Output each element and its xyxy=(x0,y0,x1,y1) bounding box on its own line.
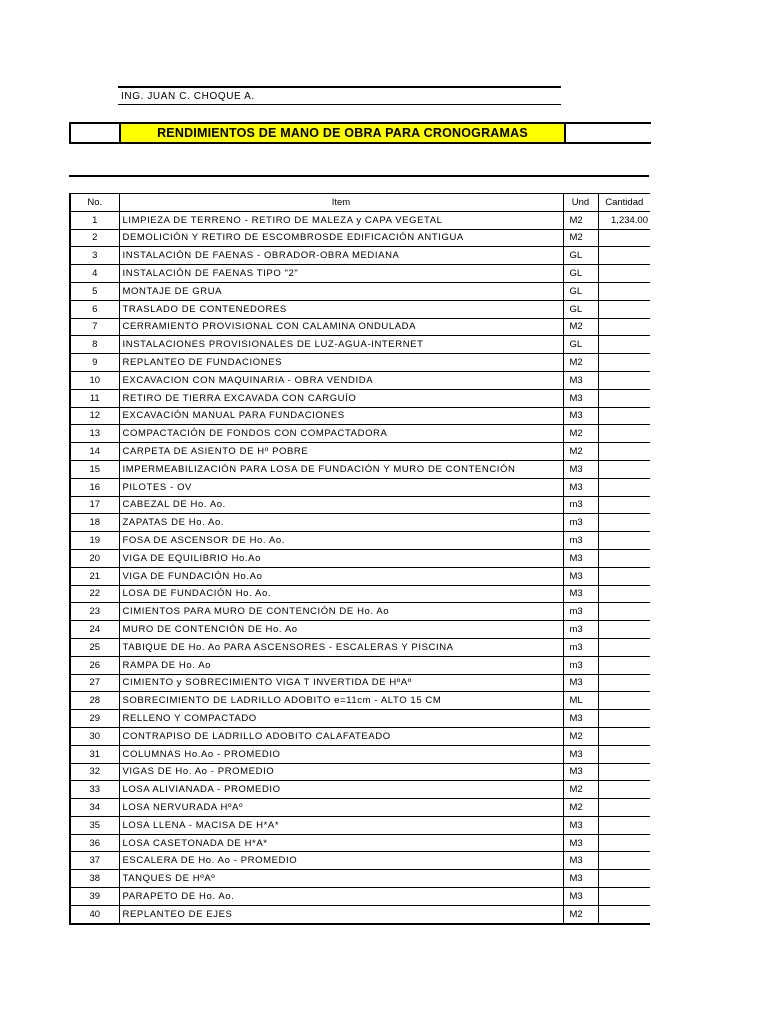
row-unit: M2 xyxy=(563,781,598,799)
row-quantity xyxy=(598,656,650,674)
row-quantity xyxy=(598,603,650,621)
col-header-cantidad: Cantidad xyxy=(598,194,650,212)
table-row xyxy=(70,781,650,799)
col-header-und: Und xyxy=(563,194,598,212)
table-row xyxy=(70,514,650,532)
table-row xyxy=(70,229,650,247)
row-item: RELLENO Y COMPACTADO xyxy=(119,710,563,728)
table-row xyxy=(70,407,650,425)
row-unit: M3 xyxy=(563,585,598,603)
tasks-table xyxy=(69,193,650,925)
table-row xyxy=(70,603,650,621)
row-unit: M2 xyxy=(563,443,598,461)
row-unit: M3 xyxy=(563,834,598,852)
row-item: CIMIENTOS PARA MURO DE CONTENCIÓN DE Ho. Ao xyxy=(119,603,563,621)
row-item: IMPERMEABILIZACIÓN PARA LOSA DE FUNDACIÓN Y MURO DE CONTENCIÓN xyxy=(119,460,563,478)
row-number: 4 xyxy=(70,265,119,283)
table-header-row xyxy=(70,194,650,212)
table-row xyxy=(70,371,650,389)
row-number: 15 xyxy=(70,460,119,478)
row-unit: M3 xyxy=(563,389,598,407)
row-quantity xyxy=(598,265,650,283)
row-item: RETIRO DE TIERRA EXCAVADA CON CARGUÍO xyxy=(119,389,563,407)
table-row xyxy=(70,549,650,567)
table-row xyxy=(70,478,650,496)
row-unit: M3 xyxy=(563,763,598,781)
row-unit: M3 xyxy=(563,745,598,763)
row-item: EXCAVACION CON MAQUINARIA - OBRA VENDIDA xyxy=(119,371,563,389)
row-number: 17 xyxy=(70,496,119,514)
row-quantity xyxy=(598,389,650,407)
table-row xyxy=(70,496,650,514)
row-number: 40 xyxy=(70,905,119,923)
row-quantity xyxy=(598,888,650,906)
row-number: 3 xyxy=(70,247,119,265)
row-quantity xyxy=(598,282,650,300)
row-unit: GL xyxy=(563,282,598,300)
table-row xyxy=(70,336,650,354)
row-unit: M3 xyxy=(563,567,598,585)
row-quantity xyxy=(598,336,650,354)
row-unit: M2 xyxy=(563,799,598,817)
row-item: LOSA DE FUNDACIÓN Ho. Ao. xyxy=(119,585,563,603)
row-unit: M3 xyxy=(563,710,598,728)
row-item: LOSA CASETONADA DE H*A* xyxy=(119,834,563,852)
row-item: FOSA DE ASCENSOR DE Ho. Ao. xyxy=(119,532,563,550)
row-number: 36 xyxy=(70,834,119,852)
row-number: 20 xyxy=(70,549,119,567)
row-unit: GL xyxy=(563,300,598,318)
table-row xyxy=(70,888,650,906)
row-number: 19 xyxy=(70,532,119,550)
row-number: 31 xyxy=(70,745,119,763)
row-quantity xyxy=(598,478,650,496)
table-row xyxy=(70,834,650,852)
table-row xyxy=(70,852,650,870)
table-row xyxy=(70,265,650,283)
author-bottom-rule xyxy=(118,104,561,105)
row-unit: GL xyxy=(563,336,598,354)
title-row xyxy=(69,122,651,144)
row-quantity xyxy=(598,834,650,852)
row-item: LIMPIEZA DE TERRENO - RETIRO DE MALEZA y CAPA VEGETAL xyxy=(119,211,563,229)
row-quantity xyxy=(598,781,650,799)
row-number: 32 xyxy=(70,763,119,781)
row-quantity xyxy=(598,460,650,478)
table-row xyxy=(70,710,650,728)
row-item: PILOTES - OV xyxy=(119,478,563,496)
table-row xyxy=(70,763,650,781)
row-unit: m3 xyxy=(563,514,598,532)
row-number: 23 xyxy=(70,603,119,621)
row-number: 9 xyxy=(70,354,119,372)
row-quantity xyxy=(598,371,650,389)
row-unit: M3 xyxy=(563,407,598,425)
row-item: EXCAVACIÓN MANUAL PARA FUNDACIONES xyxy=(119,407,563,425)
row-quantity: 1,234.00 xyxy=(598,211,650,229)
table-row xyxy=(70,282,650,300)
row-quantity xyxy=(598,692,650,710)
author-name: ING. JUAN C. CHOQUE A. xyxy=(121,91,255,102)
row-number: 34 xyxy=(70,799,119,817)
table-row xyxy=(70,425,650,443)
row-unit: M2 xyxy=(563,425,598,443)
row-quantity xyxy=(598,763,650,781)
row-number: 24 xyxy=(70,621,119,639)
row-quantity xyxy=(598,532,650,550)
row-quantity xyxy=(598,638,650,656)
row-item: CARPETA DE ASIENTO DE Hº POBRE xyxy=(119,443,563,461)
row-number: 37 xyxy=(70,852,119,870)
row-item: ESCALERA DE Ho. Ao - PROMEDIO xyxy=(119,852,563,870)
row-unit: M3 xyxy=(563,674,598,692)
row-unit: M3 xyxy=(563,852,598,870)
row-number: 7 xyxy=(70,318,119,336)
row-number: 28 xyxy=(70,692,119,710)
row-item: INSTALACIÓN DE FAENAS - OBRADOR-OBRA MEDIANA xyxy=(119,247,563,265)
row-quantity xyxy=(598,443,650,461)
row-unit: M3 xyxy=(563,478,598,496)
row-item: LOSA LLENA - MACISA DE H*A* xyxy=(119,816,563,834)
row-number: 35 xyxy=(70,816,119,834)
row-unit: M2 xyxy=(563,905,598,923)
table-row xyxy=(70,870,650,888)
table-row xyxy=(70,656,650,674)
col-header-no: No. xyxy=(70,194,119,212)
table-row xyxy=(70,247,650,265)
row-unit: M3 xyxy=(563,549,598,567)
row-quantity xyxy=(598,549,650,567)
row-quantity xyxy=(598,621,650,639)
row-unit: M2 xyxy=(563,211,598,229)
row-quantity xyxy=(598,567,650,585)
row-item: INSTALACIÓN DE FAENAS TIPO "2" xyxy=(119,265,563,283)
row-unit: M3 xyxy=(563,870,598,888)
row-quantity xyxy=(598,710,650,728)
row-item: VIGA DE FUNDACIÓN Ho.Ao xyxy=(119,567,563,585)
row-quantity xyxy=(598,318,650,336)
table-row xyxy=(70,300,650,318)
table-row xyxy=(70,460,650,478)
row-item: SOBRECIMIENTO DE LADRILLO ADOBITO e=11cm - ALTO 15 CM xyxy=(119,692,563,710)
row-quantity xyxy=(598,229,650,247)
row-quantity xyxy=(598,425,650,443)
row-item: CERRAMIENTO PROVISIONAL CON CALAMINA ONDULADA xyxy=(119,318,563,336)
row-unit: M2 xyxy=(563,318,598,336)
row-unit: M3 xyxy=(563,460,598,478)
row-quantity xyxy=(598,852,650,870)
row-quantity xyxy=(598,870,650,888)
row-unit: m3 xyxy=(563,656,598,674)
row-number: 14 xyxy=(70,443,119,461)
row-unit: ML xyxy=(563,692,598,710)
row-unit: M2 xyxy=(563,727,598,745)
row-item: LOSA NERVURADA HºAº xyxy=(119,799,563,817)
row-item: PARAPETO DE Ho. Ao. xyxy=(119,888,563,906)
row-item: TRASLADO DE CONTENEDORES xyxy=(119,300,563,318)
row-unit: GL xyxy=(563,265,598,283)
row-quantity xyxy=(598,905,650,923)
row-quantity xyxy=(598,727,650,745)
row-item: REPLANTEO DE EJES xyxy=(119,905,563,923)
table-row xyxy=(70,727,650,745)
row-unit: m3 xyxy=(563,621,598,639)
row-quantity xyxy=(598,816,650,834)
table-row xyxy=(70,532,650,550)
table-top-rule xyxy=(69,175,649,177)
table-row xyxy=(70,745,650,763)
table-row xyxy=(70,354,650,372)
table-row xyxy=(70,567,650,585)
row-unit: M3 xyxy=(563,371,598,389)
row-number: 21 xyxy=(70,567,119,585)
table-body xyxy=(70,211,650,923)
row-number: 26 xyxy=(70,656,119,674)
row-number: 18 xyxy=(70,514,119,532)
row-item: ZAPATAS DE Ho. Ao. xyxy=(119,514,563,532)
row-unit: M2 xyxy=(563,354,598,372)
row-number: 39 xyxy=(70,888,119,906)
row-number: 30 xyxy=(70,727,119,745)
row-number: 22 xyxy=(70,585,119,603)
row-quantity xyxy=(598,496,650,514)
row-number: 25 xyxy=(70,638,119,656)
table-row xyxy=(70,692,650,710)
author-top-rule xyxy=(118,86,561,88)
row-number: 1 xyxy=(70,211,119,229)
row-item: CABEZAL DE Ho. Ao. xyxy=(119,496,563,514)
row-quantity xyxy=(598,799,650,817)
row-number: 27 xyxy=(70,674,119,692)
table-row xyxy=(70,621,650,639)
row-item: INSTALACIONES PROVISIONALES DE LUZ-AGUA-INTERNET xyxy=(119,336,563,354)
table-row xyxy=(70,318,650,336)
row-item: COLUMNAS Ho.Ao - PROMEDIO xyxy=(119,745,563,763)
row-item: MURO DE CONTENCIÓN DE Ho. Ao xyxy=(119,621,563,639)
row-item: REPLANTEO DE FUNDACIONES xyxy=(119,354,563,372)
row-item: RAMPA DE Ho. Ao xyxy=(119,656,563,674)
row-item: CONTRAPISO DE LADRILLO ADOBITO CALAFATEADO xyxy=(119,727,563,745)
row-number: 16 xyxy=(70,478,119,496)
row-unit: GL xyxy=(563,247,598,265)
row-number: 29 xyxy=(70,710,119,728)
table-row xyxy=(70,905,650,923)
table-row xyxy=(70,443,650,461)
row-item: LOSA ALIVIANADA - PROMEDIO xyxy=(119,781,563,799)
row-quantity xyxy=(598,300,650,318)
row-unit: m3 xyxy=(563,532,598,550)
row-item: CIMIENTO y SOBRECIMIENTO VIGA T INVERTIDA DE HºAº xyxy=(119,674,563,692)
row-item: TANQUES DE HºAº xyxy=(119,870,563,888)
row-unit: M3 xyxy=(563,888,598,906)
sheet-title: RENDIMIENTOS DE MANO DE OBRA PARA CRONOGRAMAS xyxy=(119,122,566,144)
table-row xyxy=(70,638,650,656)
row-item: TABIQUE DE Ho. Ao PARA ASCENSORES - ESCALERAS Y PISCINA xyxy=(119,638,563,656)
table-row xyxy=(70,389,650,407)
table-row xyxy=(70,211,650,229)
row-item: VIGAS DE Ho. Ao - PROMEDIO xyxy=(119,763,563,781)
row-number: 11 xyxy=(70,389,119,407)
col-header-item: Item xyxy=(119,194,563,212)
row-quantity xyxy=(598,354,650,372)
row-number: 10 xyxy=(70,371,119,389)
row-quantity xyxy=(598,247,650,265)
row-quantity xyxy=(598,674,650,692)
row-number: 38 xyxy=(70,870,119,888)
row-unit: M3 xyxy=(563,816,598,834)
row-unit: m3 xyxy=(563,496,598,514)
row-number: 8 xyxy=(70,336,119,354)
row-item: MONTAJE DE GRUA xyxy=(119,282,563,300)
row-quantity xyxy=(598,407,650,425)
table-row xyxy=(70,674,650,692)
row-unit: M2 xyxy=(563,229,598,247)
row-item: DEMOLICIÓN Y RETIRO DE ESCOMBROSDE EDIFICACIÓN ANTIGUA xyxy=(119,229,563,247)
row-number: 33 xyxy=(70,781,119,799)
row-number: 12 xyxy=(70,407,119,425)
table-row xyxy=(70,585,650,603)
row-number: 13 xyxy=(70,425,119,443)
row-item: VIGA DE EQUILIBRIO Ho.Ao xyxy=(119,549,563,567)
row-quantity xyxy=(598,514,650,532)
row-number: 5 xyxy=(70,282,119,300)
table-row xyxy=(70,799,650,817)
row-quantity xyxy=(598,585,650,603)
row-number: 6 xyxy=(70,300,119,318)
row-unit: m3 xyxy=(563,603,598,621)
table-row xyxy=(70,816,650,834)
row-number: 2 xyxy=(70,229,119,247)
row-item: COMPACTACIÓN DE FONDOS CON COMPACTADORA xyxy=(119,425,563,443)
row-unit: m3 xyxy=(563,638,598,656)
row-quantity xyxy=(598,745,650,763)
